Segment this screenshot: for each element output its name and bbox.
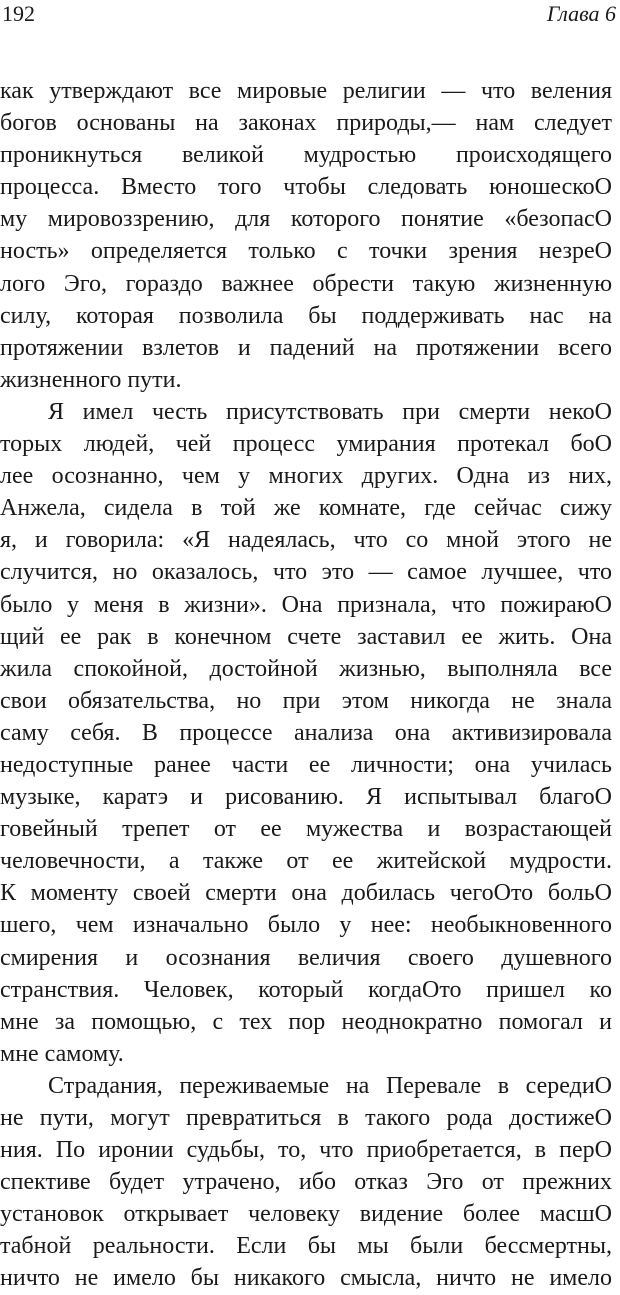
text-line: жизненного пути. <box>0 366 182 393</box>
text-line: ния. По иронии судьбы, то, что приобретается, в перО <box>0 1137 612 1164</box>
text-line: странствия. Человек, который когдаОто пришел ко <box>0 976 612 1003</box>
text-line: как утверждают все мировые религии — что веления <box>0 78 612 104</box>
text-line: случится, но оказалось, что это — самое лучшее, что <box>0 559 612 586</box>
text-line: было у меня в жизни». Она признала, что пожираюО <box>0 591 612 618</box>
text-line: лого Эго, гораздо важнее обрести такую жизненную <box>0 270 612 297</box>
text-line: процесса. Вместо того чтобы следовать юношескоО <box>0 174 612 201</box>
text-line: мне самому. <box>0 1040 124 1067</box>
text-line: торых людей, чей процесс умирания протекал боО <box>0 431 612 458</box>
text-line: говейный трепет от ее мужества и возрастающей <box>0 816 612 843</box>
chapter-running-head: Глава 6 <box>546 1 616 26</box>
text-line: смирения и осознания величия своего душевного <box>0 944 612 971</box>
text-line: богов основаны на законах природы,— нам следует <box>0 110 612 137</box>
text-line: К моменту своей смерти она добилась чегоОто больО <box>0 880 612 907</box>
text-line: табной реальности. Если бы мы были бессмертны, <box>0 1233 612 1260</box>
page-header <box>0 0 620 30</box>
text-line: жила спокойной, достойной жизнью, выполняла все <box>0 655 612 682</box>
text-line: Анжела, сидела в той же комнате, где сейчас сижу <box>0 495 612 522</box>
text-line: саму себя. В процессе анализа она активизировала <box>0 719 612 746</box>
page-number: 192 <box>2 1 35 26</box>
text-line: му мировоззрению, для которого понятие «безопасО <box>0 206 612 233</box>
text-line: силу, которая позволила бы поддерживать нас на <box>0 302 612 329</box>
text-line: лее осознанно, чем у многих других. Одна из них, <box>0 463 612 490</box>
body-text <box>0 75 612 1295</box>
text-line: протяжении взлетов и падений на протяжении всего <box>0 334 612 361</box>
text-line: человечности, а также от ее житейской мудрости. <box>0 848 612 875</box>
text-line: свои обязательства, но при этом никогда не знала <box>0 687 612 714</box>
text-line: установок открывает человеку видение более масшО <box>0 1201 612 1228</box>
text-line: ность» определяется только с точки зрения незреО <box>0 238 612 265</box>
paragraph-first-line: Страдания, переживаемые на Перевале в середиО <box>48 1072 612 1099</box>
text-line: я, и говорила: «Я надеялась, что со мной этого не <box>0 527 612 554</box>
text-line: недоступные ранее части ее личности; она училась <box>0 751 612 778</box>
paragraph-first-line: Я имел честь присутствовать при смерти некоО <box>48 398 612 425</box>
text-line: щий ее рак в конечном счете заставил ее жить. Она <box>0 623 612 650</box>
text-line: не пути, могут превратиться в такого рода достижеО <box>0 1105 612 1131</box>
text-line: ничто не имело бы никакого смысла, ничто не имело <box>0 1265 612 1292</box>
text-line: музыке, каратэ и рисованию. Я испытывал благоО <box>0 784 612 811</box>
text-line: спективе будет утрачено, ибо отказ Эго от прежних <box>0 1169 612 1196</box>
text-line: мне за помощью, с тех пор неоднократно помогал и <box>0 1008 612 1035</box>
text-line: шего, чем изначально было у нее: необыкновенного <box>0 912 612 939</box>
text-line: проникнуться великой мудростью происходящего <box>0 142 612 169</box>
